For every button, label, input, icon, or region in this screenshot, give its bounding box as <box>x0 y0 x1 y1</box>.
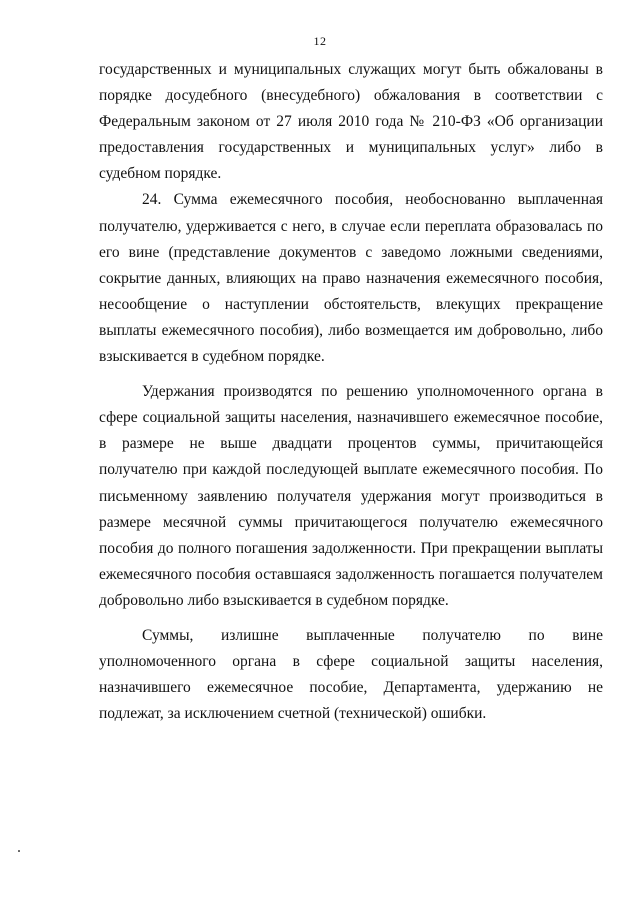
paragraph-overpayments: Суммы, излишне выплаченные получателю по вине уполномоченного органа в сфере социальной защиты населения, назначившего ежемесячное пособие, Департамента, удержанию не подлежат, за исключением счетной (технической) ошибки. <box>99 626 603 723</box>
page-number: 12 <box>313 34 327 48</box>
paragraph-continuation: государственных и муниципальных служащих могут быть обжалованы в порядке досудебного (внесудебного) обжалования в соответствии с Федеральным законом от 27 июля 2010 года № 210-ФЗ «Об организации предоставления государственных и муниципальных услуг» либо в судебном порядке. <box>99 61 603 183</box>
paragraph-deductions: Удержания производятся по решению уполномоченного органа в сфере социальной защиты населения, назначившего ежемесячное пособие, в размере не выше двадцати процентов суммы, причитающейся получателю при каждой последующей выплате ежемесячного пособия. По письменному заявлению получателя удержания могут производиться в размере месячной суммы причитающегося получателю ежемесячного пособия до полного погашения задолженности. При прекращении выплаты ежемесячного пособия оставшаяся задолженность погашается получателем добровольно либо взыскивается в судебном порядке. <box>99 383 603 609</box>
paragraph-item-24: 24. Сумма ежемесячного пособия, необоснованно выплаченная получателю, удерживается с него, в случае если переплата образовалась по его вине (представление документов с заведомо ложными сведениями, сокрытие данных, влияющих на право назначения ежемесячного пособия, несообщение о наступлении обстоятельств, влекущих прекращение выплаты ежемесячного пособия), либо возмещается им добровольно, либо взыскивается в судебном порядке. <box>99 191 603 366</box>
scan-artifact-dot <box>18 850 20 852</box>
document-body <box>99 57 603 727</box>
